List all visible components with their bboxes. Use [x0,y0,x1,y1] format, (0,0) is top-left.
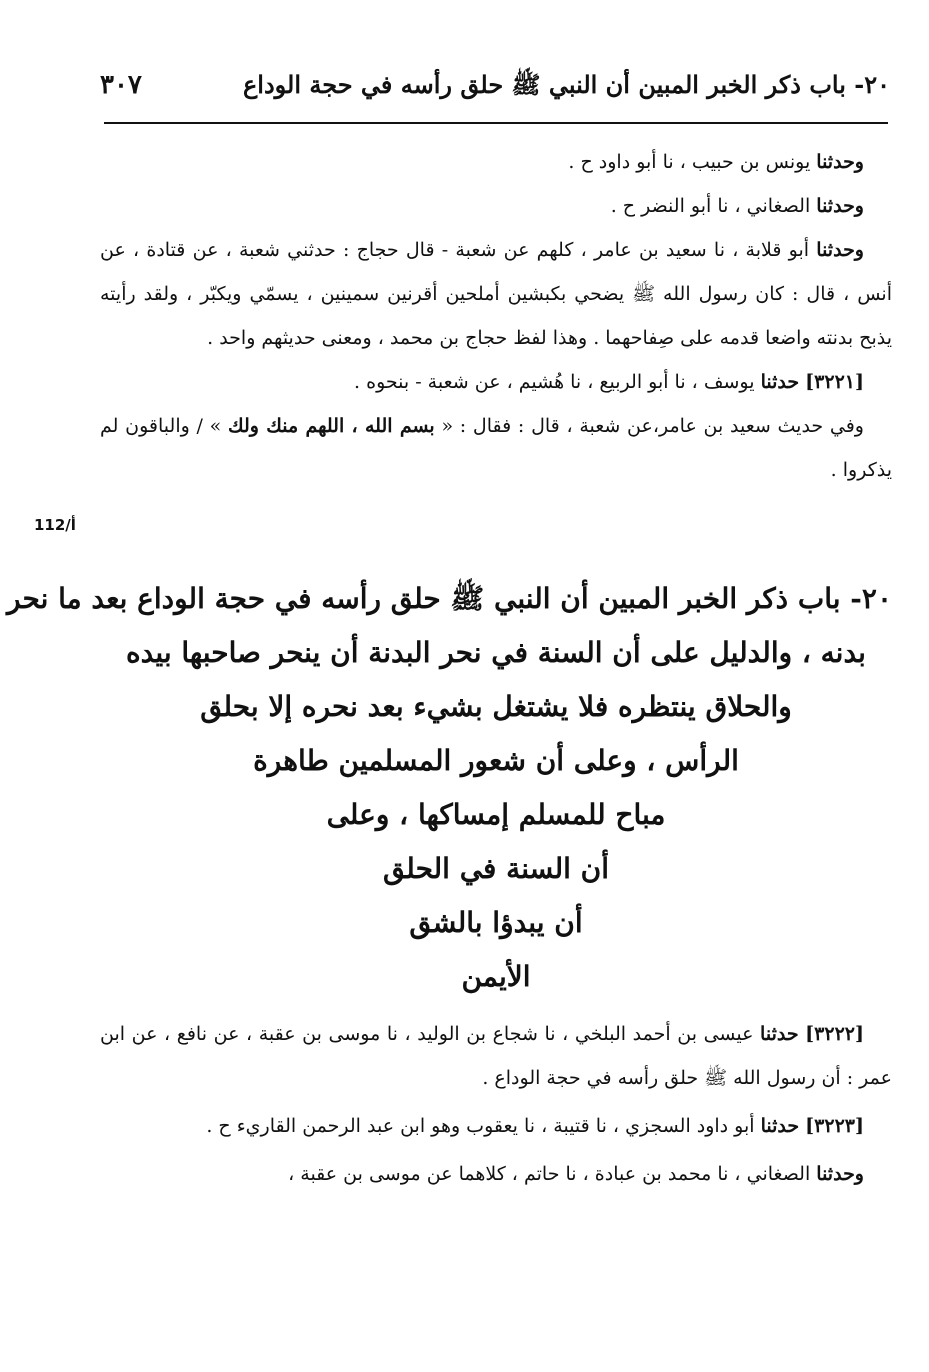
paragraph-text: » / والباقون لم يذكروا . [100,415,892,481]
body-text-top [100,140,892,492]
header-rule [104,122,888,124]
chapter-heading-line: مباح للمسلم إمساكها ، وعلى [326,798,666,831]
paragraph-text: أبو داود السجزي ، نا قتيبة ، نا يعقوب وهو ابن عبد الرحمن القاريء ح . [206,1115,761,1137]
hadith-number: [٣٢٢١] [805,371,864,393]
chapter-heading [7,572,892,1004]
chapter-heading-line: أن يبدؤا بالشق [409,906,583,939]
paragraph-text: يونس بن حبيب ، نا أبو داود ح . [568,151,817,173]
chapter-heading-line: الأيمن [461,960,531,993]
page-number: ٣٠٧ [100,70,142,100]
chapter-heading-line: أن السنة في الحلق [382,852,610,885]
hadith-paragraph [100,184,892,228]
hadith-paragraph [100,360,892,404]
body-text-bottom [100,1012,892,1200]
hadith-paragraph [100,404,892,492]
narration-keyword: حدثنا [760,1115,800,1137]
narration-keyword: وحدثنا [816,239,864,261]
hadith-paragraph [100,1104,892,1148]
chapter-heading-line: الرأس ، وعلى أن شعور المسلمين طاهرة [253,744,739,777]
narration-keyword: حدثنا [760,371,800,393]
narration-keyword: وحدثنا [816,151,864,173]
paragraph-text: أبو قلابة ، نا سعيد بن عامر ، كلهم عن شعبة - قال حجاج : حدثني شعبة ، عن قتادة ، عن أنس ، قال : كان رسول الله ﷺ يضحي بكبشين أملحين أقرنين سمينين ، يسمّي ويكبّر ، ولقد رأيته يذبح بدنته واضعا قدمه على صِفاحهما . وهذا لفظ حجاج بن محمد ، ومعنى حديثهم واحد . [100,239,892,349]
paragraph-text: الصغاني ، نا أبو النضر ح . [610,195,817,217]
chapter-heading-line: بدنه ، والدليل على أن السنة في نحر البدنة أن ينحر صاحبها بيده [126,636,866,669]
narration-keyword: حدثنا [760,1023,799,1045]
running-title: ٢٠- باب ذكر الخبر المبين أن النبي ﷺ حلق رأسه في حجة الوداع [242,70,890,99]
narration-keyword: وحدثنا [816,1163,864,1185]
hadith-paragraph [100,228,892,360]
hadith-number: [٣٢٢٢] [805,1023,864,1045]
chapter-heading-line: والحلاق ينتظره فلا يشتغل بشيء بعد نحره إلا بحلق [200,690,792,723]
hadith-number: [٣٢٢٣] [805,1115,864,1137]
paragraph-text: وفي حديث سعيد بن عامر،عن شعبة ، قال : فقال : « [434,415,864,437]
paragraph-text: يوسف ، نا أبو الربيع ، نا هُشيم ، عن شعبة - بنحوه . [354,371,761,393]
quoted-phrase: بسم الله ، اللهم منك ولك [227,415,435,437]
narration-keyword: وحدثنا [816,195,864,217]
hadith-paragraph [100,1152,892,1196]
paragraph-text: عيسى بن أحمد البلخي ، نا شجاع بن الوليد ، نا موسى بن عقبة ، عن نافع ، عن ابن عمر : أن رسول الله ﷺ حلق رأسه في حجة الوداع . [100,1023,892,1089]
hadith-paragraph [100,1012,892,1100]
running-header [100,70,890,114]
manuscript-folio-note: 112/أ [34,516,76,534]
paragraph-text: الصغاني ، نا محمد بن عبادة ، نا حاتم ، كلاهما عن موسى بن عقبة ، [288,1163,817,1185]
hadith-paragraph [100,140,892,184]
chapter-heading-line: ٢٠- باب ذكر الخبر المبين أن النبي ﷺ حلق رأسه في حجة الوداع بعد ما نحر [7,582,892,615]
